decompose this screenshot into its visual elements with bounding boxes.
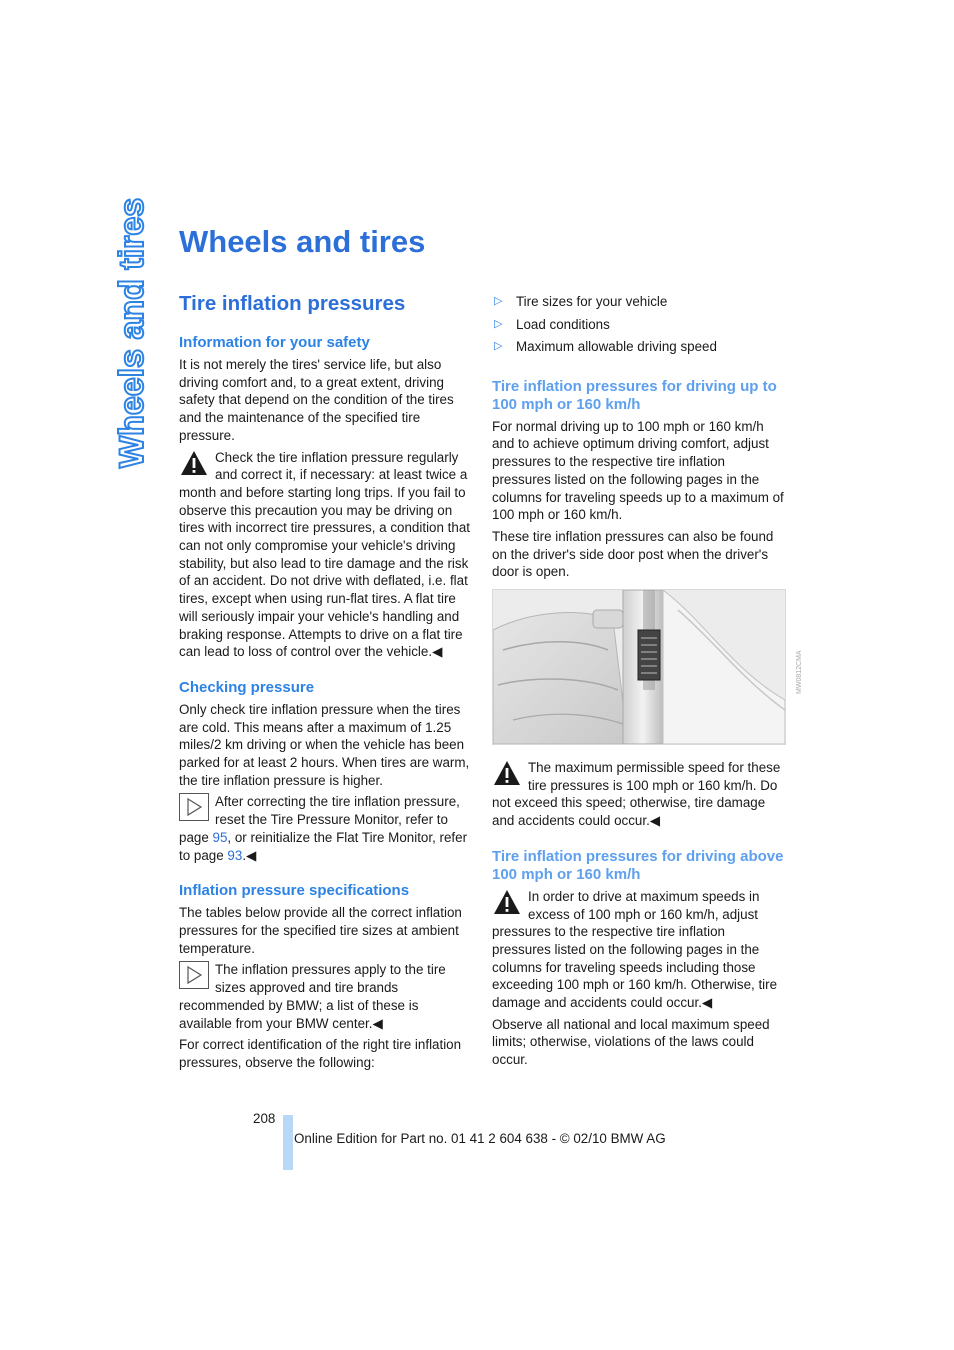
list-item	[492, 293, 786, 311]
checking-note-text: After correcting the tire inflation pressure, reset the Tire Pressure Monitor, refer to page	[179, 794, 460, 845]
page-link-95[interactable]: 95	[212, 829, 228, 845]
up-to-paragraph-2: These tire inflation pressures can also be found on the driver's side door post when the driver's door is open.	[492, 528, 774, 580]
triangle-bullet-icon: ▷	[494, 317, 503, 330]
above-paragraph: Observe all national and local maximum speed limits; otherwise, violations of the laws could occur.	[492, 1016, 770, 1068]
triangle-bullet-icon: ▷	[494, 295, 503, 307]
door-post-illustration	[493, 590, 785, 744]
specs-paragraph-2: For correct identification of the right tire inflation pressures, observe the following:	[179, 1037, 462, 1070]
warning-icon	[492, 759, 522, 787]
triangle-bullet-icon: ▷	[494, 340, 503, 352]
checking-paragraph: Only check tire inflation pressure when the tires are cold. This means after a maximum of 1.25 miles/2 km driving or when the vehicle has been parked for at least 2 hours. When tires are warm, the tire inflation pressure is higher.	[179, 701, 470, 788]
door-post-photo	[492, 589, 786, 745]
subheading-safety: Information for your safety	[179, 334, 370, 351]
warning-icon	[179, 449, 209, 477]
safety-warning-text: Check the tire inflation pressure regularly and correct it, if necessary: at least twice a month and before starting long trips. If you fail to observe this precaution you may be driving on tires with incorrect tire pressures, a condition that can not only compromise your vehicle's driving stability, but also lead to tire damage and the risk of an accident. Do not drive with deflated, i.e. flat tires, except when using run-flat tires. A flat tire will seriously impair your vehicle's handling and braking response. Attempts to drive on a flat tire can lead to loss of control over the vehicle.◀	[179, 449, 470, 660]
section-heading-tire-inflation: Tire inflation pressures	[179, 292, 406, 315]
above-warning	[492, 888, 786, 1012]
checking-note-end: .◀	[242, 847, 257, 863]
note-arrow-icon	[179, 793, 209, 821]
side-chapter-tab	[112, 197, 152, 468]
subheading-specs: Inflation pressure specifications	[179, 882, 410, 900]
right-column	[492, 293, 786, 1073]
speed-warning-text: The maximum permissible speed for these tire pressures is 100 mph or 160 km/h. Do not exceed this speed; otherwise, tire damage and accidents could occur.◀	[492, 760, 781, 829]
side-chapter-label: Wheels and tires	[113, 197, 151, 468]
page-link-93[interactable]: 93	[227, 847, 243, 863]
above-warning-text: In order to drive at maximum speeds in excess of 100 mph or 160 km/h, adjust pressures to the respective tire inflation pressures listed on the following pages in the columns for traveling speeds including those exceeding 100 mph or 160 km/h. Otherwise, tire damage and accidents could occur.◀	[492, 888, 778, 1011]
footer-bar	[283, 1115, 293, 1170]
footer-text: Online Edition for Part no. 01 41 2 604 638 - © 02/10 BMW AG	[294, 1131, 666, 1146]
subheading-up-to-100: Tire inflation pressures for driving up to 100 mph or 160 km/h	[492, 377, 777, 413]
speed-warning	[492, 759, 786, 830]
subheading-checking: Checking pressure	[179, 678, 315, 696]
checking-note	[179, 793, 471, 864]
specs-paragraph: The tables below provide all the correct inflation pressures for the specified tire sizes at ambient temperature.	[179, 905, 462, 956]
list-item	[492, 316, 786, 334]
subheading-above-100: Tire inflation pressures for driving above 100 mph or 160 km/h	[492, 847, 784, 883]
criteria-list	[492, 293, 786, 356]
specs-note-text: The inflation pressures apply to the tire sizes approved and tire brands recommended by BMW; a list of these is available from your BMW center.◀	[179, 962, 446, 1031]
page-title: Wheels and tires	[179, 224, 426, 259]
checking-note-text-2: , or reinitialize the Flat Tire Monitor, refer to page	[179, 829, 468, 863]
note-arrow-icon	[179, 961, 209, 989]
list-item	[492, 338, 786, 356]
left-column	[179, 290, 471, 1076]
list-item-text: Load conditions	[516, 316, 610, 332]
photo-code: MW0812CMA	[796, 650, 803, 694]
list-item-text: Tire sizes for your vehicle	[516, 294, 668, 309]
safety-warning	[179, 449, 471, 661]
page-number: 208	[253, 1111, 276, 1126]
list-item-text: Maximum allowable driving speed	[516, 339, 717, 354]
warning-icon	[492, 888, 522, 916]
up-to-paragraph: For normal driving up to 100 mph or 160 km/h and to achieve optimum driving comfort, adjust pressures to the respective tire inflation pressures listed on the following pages in the columns for traveling speeds up to a maximum of 100 mph or 160 km/h.	[492, 418, 784, 523]
safety-paragraph: It is not merely the tires' service life, but also driving comfort and, to a great extent, driving safety that depend on the condition of the tires and the maintenance of the specified tire pressure.	[179, 357, 454, 443]
specs-note	[179, 961, 471, 1032]
